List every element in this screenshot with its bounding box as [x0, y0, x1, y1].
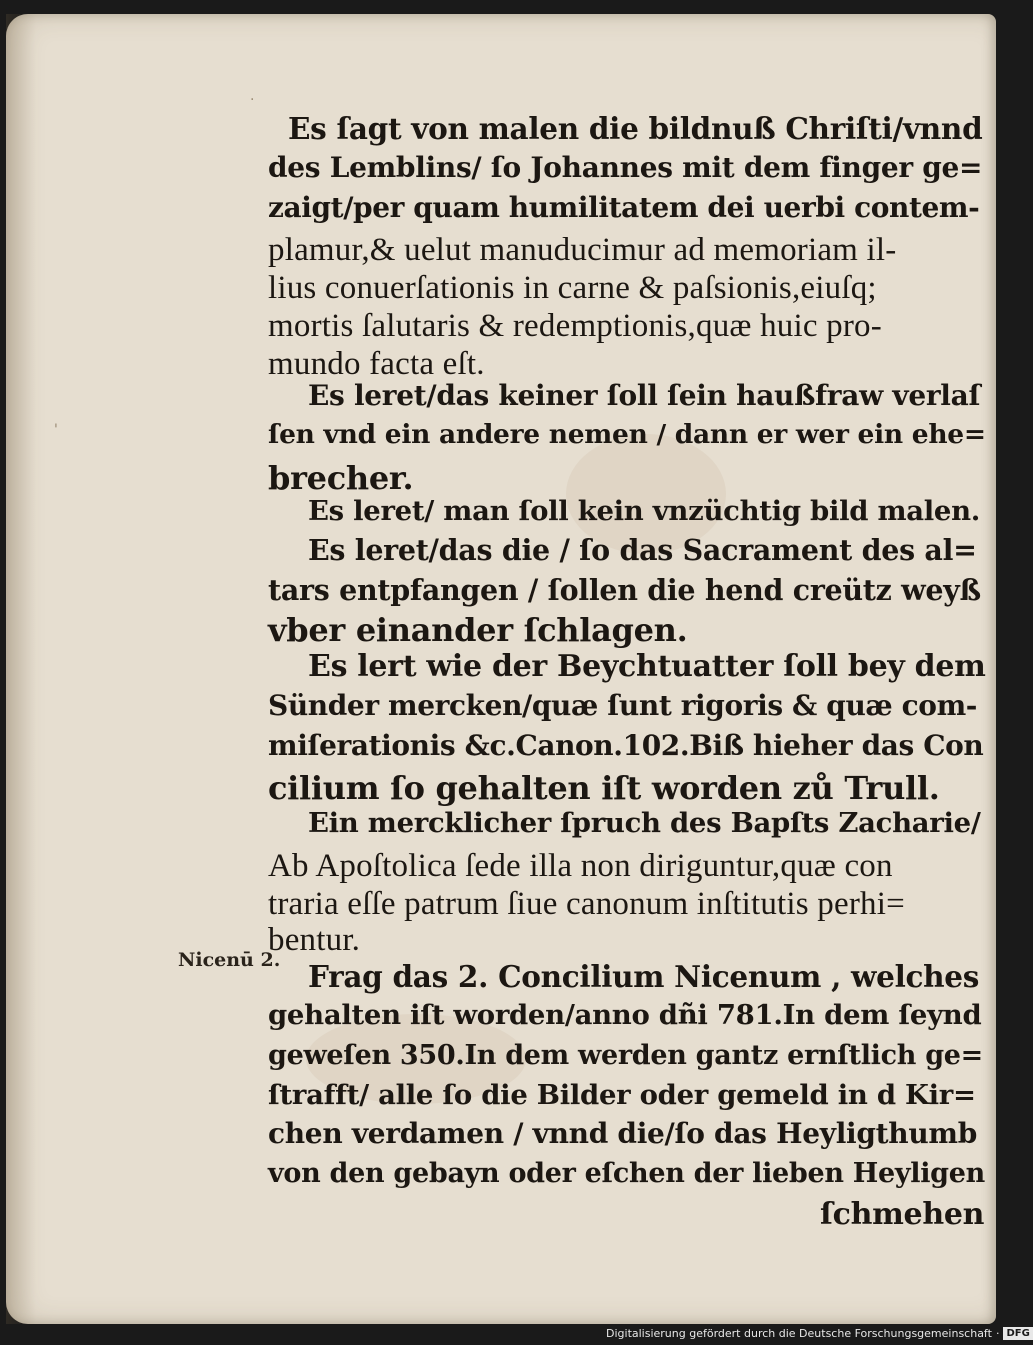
text-line: vber einander ſchlagen.: [268, 611, 688, 649]
text-line: Sünder mercken/quæ ſunt rigoris & quæ com-: [268, 689, 978, 722]
paper-speck: ': [54, 422, 58, 438]
text-line: von den gebayn oder eſchen der lieben Heyligen: [268, 1158, 985, 1189]
text-line: gehalten iſt worden/anno dñi 781.In dem ſeynd: [268, 999, 982, 1031]
text-line: tars entpfangen / ſollen die hend creütz weyß: [268, 573, 981, 607]
scanned-page: [6, 14, 996, 1324]
dfg-logo: DFG: [1003, 1327, 1032, 1340]
credit-text: Digitalisierung gefördert durch die Deutsche Forschungsgemeinschaft: [606, 1327, 992, 1340]
text-line: Es leret/das die / ſo das Sacrament des al=: [308, 533, 977, 567]
text-line: geweſen 350.In dem werden gantz ernſtlich ge=: [268, 1040, 983, 1071]
text-line: zaigt/per quam humilitatem dei uerbi contem-: [268, 191, 980, 224]
text-line: ſen vnd ein andere nemen / dann er wer ein ehe=: [268, 419, 986, 450]
text-line: chen verdamen / vnnd die/ſo das Heyligthumb: [268, 1117, 978, 1150]
text-line: Es ſagt von malen die bildnuß Chriſti/vnnd: [288, 111, 983, 146]
text-line: Es leret/ man ſoll kein vnzüchtig bild malen.: [308, 495, 981, 527]
text-line: des Lemblins/ ſo Johannes mit dem finger ge=: [268, 151, 983, 184]
paper-speck: ·: [250, 92, 255, 108]
text-line: Es leret/das keiner ſoll ſein haußfraw verlaſ: [308, 379, 981, 412]
text-line: cilium ſo gehalten iſt worden zů Trull.: [268, 769, 940, 807]
text-line: mundo facta eſt.: [268, 346, 485, 382]
credit-separator: ·: [995, 1327, 1000, 1340]
text-line: brecher.: [268, 459, 414, 497]
text-line: traria eſſe patrum ſiue canonum inſtitutis perhi=: [268, 886, 905, 922]
text-line: Ein mercklicher ſpruch des Bapſts Zacharie/: [308, 807, 981, 839]
text-line: plamur,& uelut manuducimur ad memoriam il-: [268, 232, 897, 268]
margin-note: Nicenū 2.: [178, 949, 281, 971]
text-line: mortis ſalutaris & redemptionis,quæ huic pro-: [268, 308, 882, 344]
text-line: Es lert wie der Beychtuatter ſoll bey dem: [308, 649, 986, 684]
text-line: lius conuerſationis in carne & paſsionis,eiuſq;: [268, 270, 877, 306]
text-line: Ab Apoſtolica ſede illa non diriguntur,quæ con: [268, 848, 893, 884]
text-line: miſerationis &c.Canon.102.Biß hieher das Con: [268, 729, 984, 762]
text-line: ſchmehen: [820, 1197, 985, 1232]
text-line: bentur.: [268, 922, 361, 958]
text-line: Frag das 2. Concilium Nicenum , welches: [308, 959, 980, 994]
digitization-credit: [606, 1327, 1033, 1340]
text-line: ſtrafft/ alle ſo die Bilder oder gemeld in d Kir=: [268, 1079, 976, 1111]
